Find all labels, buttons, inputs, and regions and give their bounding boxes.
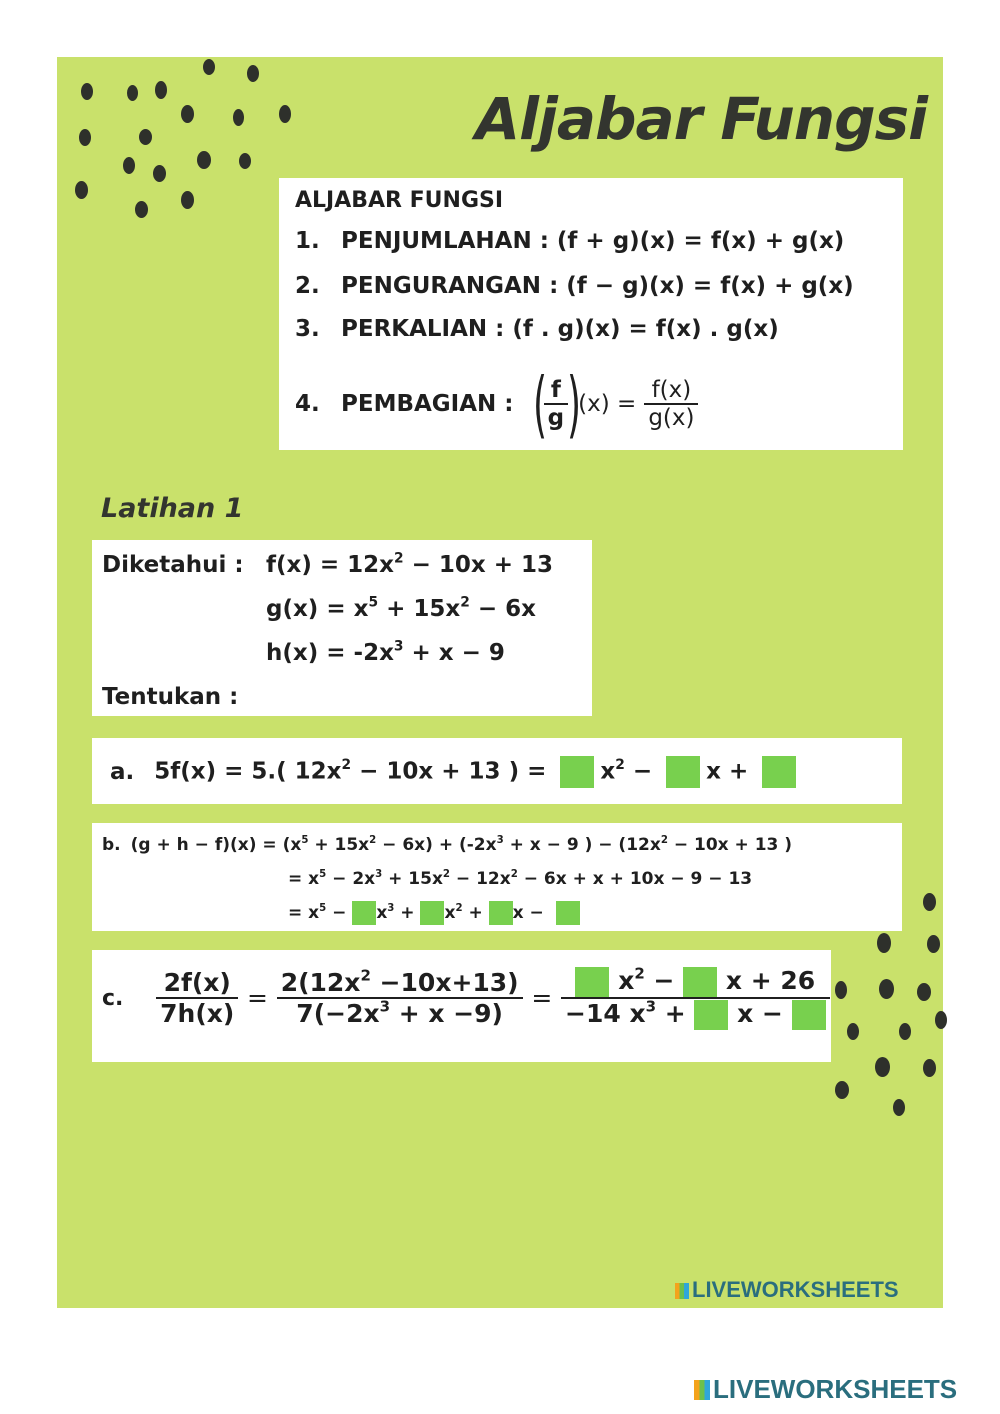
fraction-1: $\frac{2f(x)}{7h(x)}$ xyxy=(156,968,238,1028)
answer-a1-input[interactable] xyxy=(560,756,594,788)
question-b-box xyxy=(92,823,902,931)
formula-item-2: 2. PENGURANGAN : (f − g)(x) = f(x) + g(x) xyxy=(295,273,854,299)
answer-b2-input[interactable] xyxy=(420,901,444,925)
answer-c1-input[interactable] xyxy=(575,967,609,997)
worksheet-page xyxy=(57,57,943,1308)
given-box xyxy=(92,540,592,716)
answer-c3-input[interactable] xyxy=(694,1000,728,1030)
exercise-title: Latihan 1 xyxy=(101,493,244,524)
decorative-dots-top xyxy=(57,57,297,227)
question-b-line-3: = $x^5 - x^3 + x^2 + x$ − xyxy=(288,901,580,925)
given-g: $g(x) = x^5 + 15x^2 - 6x$ xyxy=(266,594,536,622)
formula-item-4: 4. PEMBAGIAN : ( $\frac{f}{g}$ )(x) = $\frac{f(x)}{g(x)}$ xyxy=(295,362,698,446)
answer-c2-input[interactable] xyxy=(683,967,717,997)
question-a: a. 5f(x) = 5.( $12x^2 - 10x + 13$ ) = $x^2 - x$ + xyxy=(110,756,796,788)
brand-watermark-inner: LIVEWORKSHEETS xyxy=(675,1277,899,1303)
question-b-line-1: b. $(g + h - f)(x) = (x^5 + 15x^2 - 6x) + (-2x^3 + x - 9$ ) − ($12x^2 - 10x + 13$ ) xyxy=(102,834,793,855)
answer-b4-input[interactable] xyxy=(556,901,580,925)
answer-a3-input[interactable] xyxy=(762,756,796,788)
liveworksheets-logo-icon xyxy=(675,1283,689,1299)
fraction-2: $\frac{2(12x^2 -10x+13)}{7(-2x^3 + x -9)}$ xyxy=(277,968,523,1028)
division-fraction-fxgx: $\frac{f(x)}{g(x)}$ xyxy=(644,377,698,431)
brand-watermark-outer: LIVEWORKSHEETS xyxy=(694,1374,957,1405)
answer-a2-input[interactable] xyxy=(666,756,700,788)
question-c: c. $\frac{2f(x)}{7h(x)}$ = $\frac{2(12x^2 -10x+13)}{7(-2x^3 + x -9)}$ = $\frac{x^2 - x + 26}{-14 x^3 + x -}$ xyxy=(102,966,830,1030)
given-f: $f(x) = 12x^2 - 10x + 13$ xyxy=(266,550,554,578)
answer-b1-input[interactable] xyxy=(352,901,376,925)
given-h: $h(x) = -2x^3 + x - 9$ xyxy=(266,638,505,666)
formula-box xyxy=(279,178,903,450)
division-fraction-fg: $\frac{f}{g}$ xyxy=(544,377,568,431)
page-title: Aljabar Fungsi xyxy=(475,85,927,153)
formula-item-1: 1. PENJUMLAHAN : (f + g)(x) = f(x) + g(x) xyxy=(295,228,845,254)
given-label: Diketahui : xyxy=(102,552,244,578)
answer-b3-input[interactable] xyxy=(489,901,513,925)
question-b-line-2: = $x^5 - 2x^3 + 15x^2 - 12x^2 - 6x + x + 10x - 9 - 13$ xyxy=(288,868,753,889)
fraction-3: $\frac{x^2 - x + 26}{-14 x^3 + x -}$ xyxy=(561,966,830,1030)
formula-item-3: 3. PERKALIAN : (f . g)(x) = f(x) . g(x) xyxy=(295,316,779,342)
liveworksheets-logo-icon xyxy=(694,1380,710,1400)
determine-label: Tentukan : xyxy=(102,684,239,710)
question-a-box xyxy=(92,738,902,804)
question-c-box xyxy=(92,950,831,1062)
answer-c4-input[interactable] xyxy=(792,1000,826,1030)
formula-heading: ALJABAR FUNGSI xyxy=(295,188,504,213)
